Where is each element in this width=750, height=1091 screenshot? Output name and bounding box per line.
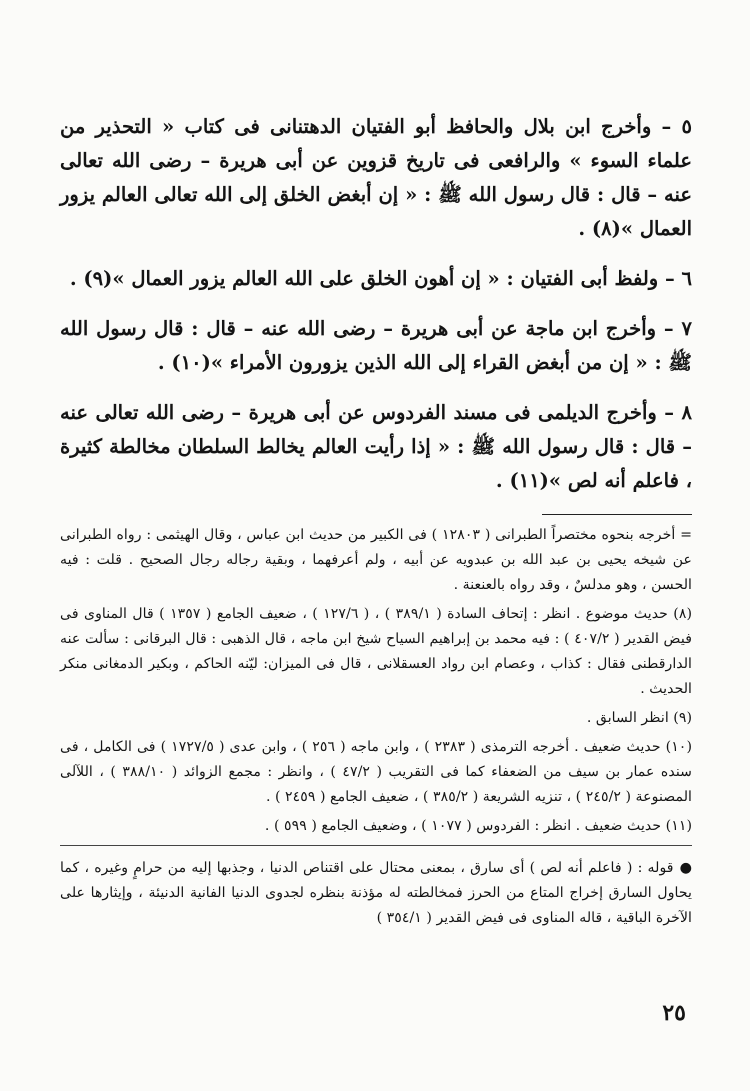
paragraph-8: ٨ – وأخرج الديلمى فى مسند الفردوس عن أبى هريرة – رضى الله تعالى عنه – قال : قال رسول الله ﷺ : « إذا رأيت العالم يخالط السلطان مخالطة كثيرة ، فاعلم أنه لص »(١١) . (60, 401, 692, 492)
footnote-continued: = أخرجه بنحوه مختصراً الطبرانى ( ١٢٨٠٣ ) فى الكبير من حديث ابن عباس ، وقال الهيثمى : رواه الطبرانى عن شيخه يحيى بن عبد الله بن عبدويه عن أبيه ، ولم أعرفهما ، وبقية رجاله رجال الصحيح . قلت : فيه الحسن ، وهو مدلسٌ ، وقد رواه بالعنعنة . (60, 527, 692, 593)
bullet-icon: ● (679, 860, 692, 876)
footnotes (60, 523, 692, 931)
footnote-9: (٩) انظر السابق . (586, 710, 692, 726)
footnote-8: (٨) حديث موضوع . انظر : إتحاف السادة ( ٣٨٩/١ ) ، ( ١٢٧/٦ ) ، ضعيف الجامع ( ١٣٥٧ ) قال المناوى فى فيض القدير ( ٤٠٧/٢ ) : فيه محمد بن إبراهيم السياح شيخ ابن ماجه ، قال الذهبى : قال البرقانى : سألت عنه الدارقطنى فقال : كذاب ، وعصام ابن رواد العسقلانى ، قال فى الميزان: ليّنه الحاكم ، وبكير الدمغانى منكر الحديث . (60, 606, 692, 697)
page-number: ٢٥ (662, 1000, 686, 1026)
explanatory-note (60, 856, 692, 931)
main-text (60, 110, 692, 498)
footnote-11: (١١) حديث ضعيف . انظر : الفردوس ( ١٠٧٧ ) ، وضعيف الجامع ( ٥٩٩ ) . (264, 818, 692, 834)
footnote-divider (542, 514, 692, 515)
note-separator (60, 845, 692, 846)
page-content (60, 110, 692, 935)
paragraph-6: ٦ – ولفظ أبى الفتيان : « إن أهون الخلق على الله العالم يزور العمال »(٩) . (69, 267, 692, 290)
footnote-10: (١٠) حديث ضعيف . أخرجه الترمذى ( ٢٣٨٣ ) ، وابن ماجه ( ٢٥٦ ) ، وابن عدى ( ١٧٢٧/٥ ) فى الكامل ، فى سنده عمار بن سيف من الضعفاء كما فى التقريب ( ٤٧/٢ ) ، وانظر : مجمع الزوائد ( ٣٨٨/١٠ ) ، اللآلى المصنوعة ( ٢٤٥/٢ ) ، تنزيه الشريعة ( ٣٨٥/٢ ) ، ضعيف الجامع ( ٢٤٥٩ ) . (60, 739, 692, 805)
paragraph-5: ٥ – وأخرج ابن بلال والحافظ أبو الفتيان الدهتنانى فى كتاب « التحذير من علماء السوء » والرافعى فى تاريخ قزوين عن أبى هريرة – رضى الله تعالى عنه – قال : قال رسول الله ﷺ : « إن أبغض الخلق إلى الله تعالى العالم يزور العمال »(٨) . (60, 115, 692, 240)
paragraph-7: ٧ – وأخرج ابن ماجة عن أبى هريرة – رضى الله عنه – قال : قال رسول الله ﷺ : « إن من أبغض القراء إلى الله الذين يزورون الأمراء »(١٠) . (60, 317, 692, 374)
explanatory-note-text: قوله : ( فاعلم أنه لص ) أى سارق ، بمعنى محتال على اقتناص الدنيا ، وجذبها إليه من حرامٍ وغيره ، كما يحاول السارق إخراج المتاع من الحرز فمخالطته له مؤذنة بنظره لجدوى الدنيا الفانية الدنيئة ، وإيثارها على الآخرة الباقية ، قاله المناوى فى فيض القدير ( ٣٥٤/١ ) (60, 860, 692, 926)
